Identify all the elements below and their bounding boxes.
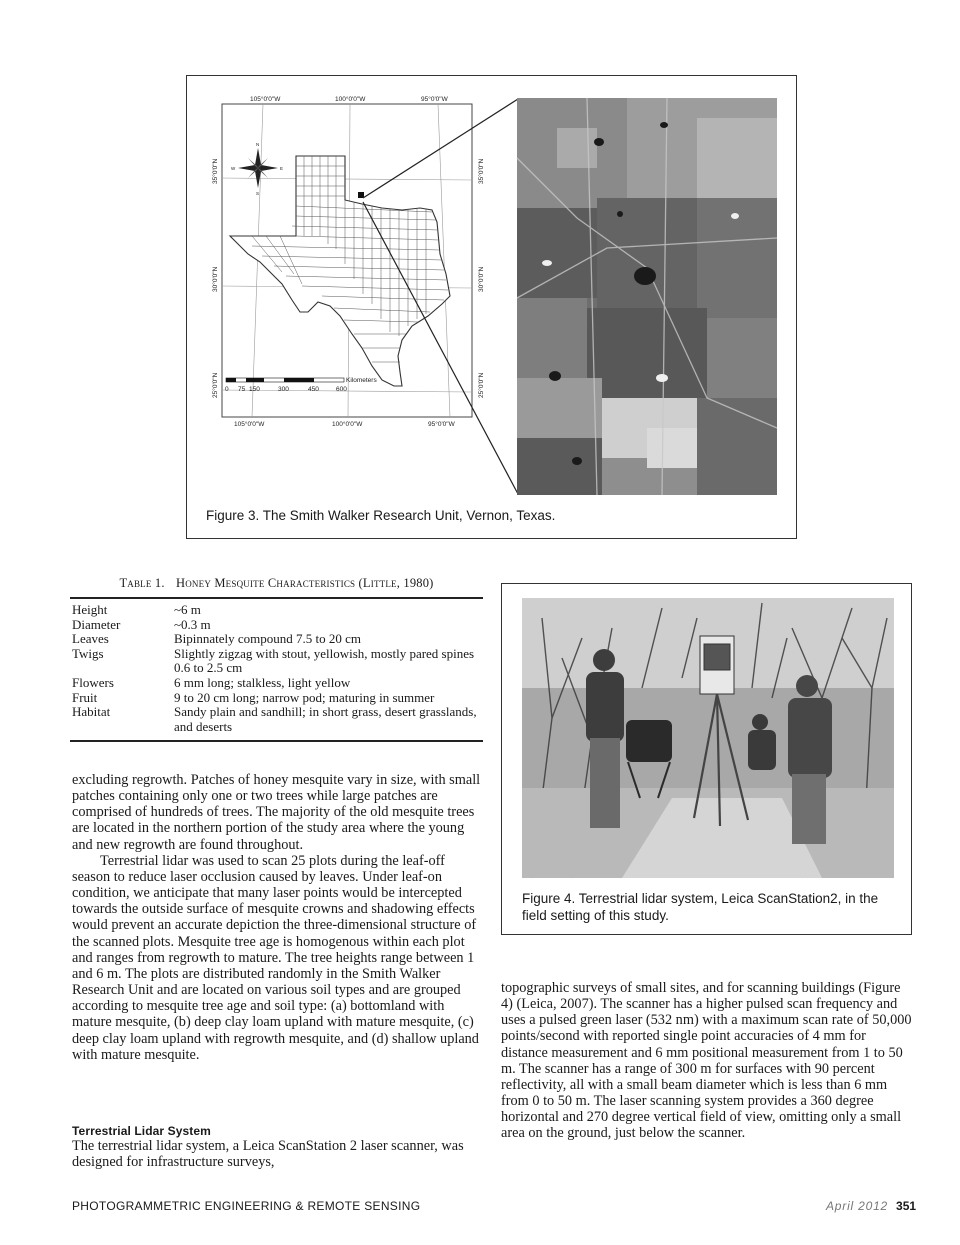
table-1-title [70, 576, 483, 591]
table-value: Slightly zigzag with stout, yellowish, mostly pared spines 0.6 to 2.5 cm [174, 645, 475, 676]
aerial-image [517, 98, 777, 495]
table-key: Flowers [72, 674, 114, 690]
person-left-figure [586, 649, 624, 828]
table-key: Habitat [72, 704, 111, 720]
table-row [72, 705, 482, 734]
scale-tick-600: 600 [336, 386, 347, 393]
scale-unit: Kilometers [346, 377, 377, 384]
table-row [72, 632, 482, 647]
top-lon-1: 105°0'0"W [250, 96, 281, 103]
top-lon-2: 100°0'0"W [335, 96, 366, 103]
section-heading: Terrestrial Lidar System [72, 1124, 211, 1138]
compass-s: S [256, 191, 260, 196]
table-key: Leaves [72, 631, 109, 647]
table-1 [72, 603, 482, 734]
compass-w: W [231, 166, 236, 171]
table-1-bottom-rule [70, 740, 483, 742]
figure-4 [501, 583, 912, 935]
paragraph: excluding regrowth. Patches of honey mesquite vary in size, with small patches containing only one or two trees while large patches are comprised of hundreds of trees. The majority of the old mesquite trees are located in the northern portion of the study area where the young and new regrowth are found throughout. [72, 772, 481, 853]
bottom-lon-1: 105°0'0"W [234, 421, 265, 428]
bottom-lon-3: 95°0'0"W [428, 421, 455, 428]
leica-scanner [700, 636, 734, 694]
page-footer [826, 1199, 916, 1213]
table-key: Diameter [72, 616, 121, 632]
scale-tick-0: 0 [225, 386, 229, 393]
right-lat-2: 30°0'0"N [478, 266, 485, 292]
scale-tick-300: 300 [278, 386, 289, 393]
table-value: Sandy plain and sandhill; in short grass, desert grasslands, and deserts [174, 704, 477, 734]
left-lat-3: 25°0'0"N [212, 372, 219, 398]
scale-tick-450: 450 [308, 386, 319, 393]
table-key: Height [72, 602, 108, 617]
left-lat-2: 30°0'0"N [212, 266, 219, 292]
left-column-text [72, 772, 484, 1063]
left-lat-1: 35°0'0"N [212, 158, 219, 184]
table-row [72, 603, 482, 618]
table-value: 9 to 20 cm long; narrow pod; maturing in summer [174, 689, 435, 705]
compass-e: E [280, 166, 284, 171]
journal-name: PHOTOGRAMMETRIC ENGINEERING & REMOTE SENSING [72, 1199, 421, 1213]
paragraph: Terrestrial lidar was used to scan 25 plots during the leaf-off season to reduce laser occlusion caused by leaves. Under leaf-on condition, we anticipate that many laser points would be intercepted towards the outside surface of mesquite crowns and shadowing effects would prevent an accurate depiction the three-dimensional structure of the scanned plots. Mesquite tree age is homogenous within each plot and ranges from regrowth to mature. The tree heights range between 1 and 6 m. The plots are distributed randomly in the Smith Walker Research Unit and are located on various soil types and are grouped according to mesquite tree age and soil type: (a) bottomland with mature mesquite, (b) deep clay loam upland with mature mesquite, (c) deep clay loam upland with regrowth mesquite, and (d) shallow upland with mature mesquite. [72, 852, 479, 1063]
page-number: 351 [896, 1199, 917, 1213]
right-lat-1: 35°0'0"N [478, 158, 485, 184]
left-column-text-2 [72, 1138, 484, 1170]
compass-n: N [256, 142, 260, 147]
table-row [72, 691, 482, 706]
paragraph: topographic surveys of small sites, and for scanning buildings (Figure 4) (Leica, 2007). The scanner has a higher pulsed scan frequency and uses a pulsed green laser (532 nm) with a maximum scan rate of 50,000 points/second with reported single point accuracies of 4 mm for distance measurement and 6 mm positional measurement from 1 to 50 m. The scanner has a range of 300 m for surfaces with 90 percent reflectivity, all with a small beam diameter which is less than 6 mm from 0 to 50 m. The laser scanning system provides a 360 degree horizontal and 270 degree vertical field of view, omitting only a small area on the ground, just below the scanner. [501, 980, 912, 1142]
table-1-caption: Honey Mesquite Characteristics (Little, 1980) [176, 576, 434, 590]
table-row [72, 647, 482, 676]
table-value: ~0.3 m [174, 616, 211, 632]
figure-3 [186, 75, 797, 539]
right-column-text [501, 980, 913, 1142]
top-lon-3: 95°0'0"W [421, 96, 448, 103]
table-value: Bipinnately compound 7.5 to 20 cm [174, 631, 362, 647]
table-value: 6 mm long; stalkless, light yellow [174, 674, 351, 690]
figure-4-caption: Figure 4. Terrestrial lidar system, Leica ScanStation2, in the field setting of this study. [522, 891, 879, 923]
scale-tick-150: 150 [249, 386, 260, 393]
bottom-lon-2: 100°0'0"W [332, 421, 363, 428]
table-key: Twigs [72, 645, 104, 661]
field-photo [522, 598, 894, 878]
table-key: Fruit [72, 689, 98, 705]
right-lat-3: 25°0'0"N [478, 372, 485, 398]
table-value: ~6 m [174, 602, 201, 617]
table-1-top-rule [70, 597, 483, 599]
table-row [72, 618, 482, 633]
table-1-label: Table 1. [119, 576, 165, 590]
issue-date: April 2012 [826, 1199, 889, 1213]
paragraph: The terrestrial lidar system, a Leica ScanStation 2 laser scanner, was designed for infrastructure surveys, [72, 1138, 464, 1171]
scale-tick-75: 75 [238, 386, 246, 393]
table-row [72, 676, 482, 691]
person-right-figure [788, 675, 832, 844]
figure-3-caption: Figure 3. The Smith Walker Research Unit, Vernon, Texas. [206, 508, 556, 523]
